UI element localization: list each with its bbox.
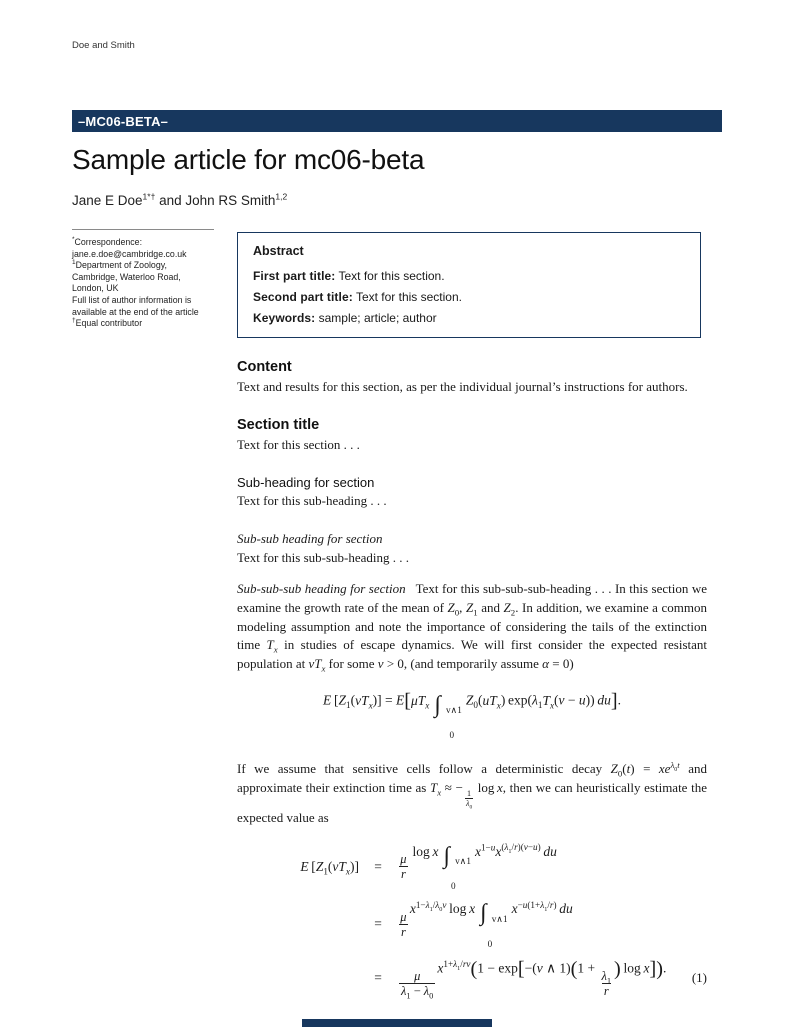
journal-banner	[72, 110, 722, 132]
equation-rhs: $\frac{\mu}{\lambda_1 - \lambda_0}$ $x^{1+\lambda_1/rv}(1 - \exp[-(v$ ∧ 1)(1 + $\frac{\lambda_1}{r}$ ) log x]).	[401, 957, 667, 1001]
section-heading-title: Section title	[237, 416, 320, 433]
banner-label: –MC06-BETA–	[78, 113, 169, 129]
equation-relation: =	[374, 970, 382, 986]
authors-line: Jane E Doe$^{1*\dagger}$ and John RS Smith$^{1,2}$	[72, 191, 288, 208]
abstract-heading: Abstract	[253, 244, 304, 258]
paragraph-with-runin-heading: Sub-sub-sub heading for section Text for this sub-sub-sub-heading . . . In this section we examine the growth rate of the mean of $Z_0$, $Z_1$ and $Z_2$. In addition, we examine a common modeling assumption and note the importance of considering the tails of the extinction time $T_x$ in studies of escape dynamics. We will first consider the expected resistant population at $vT_x$ for some v > 0, (and temporarily assume α = 0)	[237, 581, 708, 674]
abstract-item	[253, 269, 685, 283]
sidenote-line: jane.e.doe@cambridge.co.uk	[72, 248, 187, 259]
sidenote-line: London, UK	[72, 283, 119, 294]
abstract-item-label: Keywords:	[253, 311, 316, 325]
sidenote-line: Full list of author information is	[72, 294, 192, 305]
equation-relation: =	[374, 916, 382, 932]
sidenote-line: †Equal contributor	[72, 317, 143, 329]
equation-rhs: $\frac{\mu}{r}$ log x ∫ v∧1 0 $x^{1-u}x^{(\lambda_1/r)(v-u)}$ du	[400, 841, 557, 891]
equation-number: (1)	[691, 970, 707, 986]
article-body	[237, 359, 708, 1001]
paragraph: If we assume that sensitive cells follow a deterministic decay $Z_0(t) = xe^{\lambda_0t}$ and approximate their extinction time as $T_x$ ≈ − $\frac{1}{\lambda_0}$ log x, then we can heuristically estimate the expected value as	[237, 760, 707, 825]
paragraph: Text for this sub-sub-heading . . .	[237, 549, 410, 565]
display-equation: E $[Z_1(vT_x)] = E[\mu T_x$ ∫ v∧1 0 $Z_0(uT_x) \exp(\lambda_1T_x(v - u))$ du].	[323, 690, 621, 741]
sidenote-line: available at the end of the article	[72, 306, 199, 317]
abstract-item	[253, 290, 685, 304]
footer-bar	[302, 1019, 492, 1027]
sidenote-line: *Correspondence:	[72, 236, 143, 247]
paragraph: Text for this section . . .	[237, 436, 360, 452]
sidenote-line: $^1$Department of Zoology,	[72, 259, 167, 271]
section-heading-content: Content	[237, 359, 292, 375]
abstract-item-label: First part title:	[253, 269, 336, 283]
article-title: Sample article for mc06-beta	[72, 144, 425, 175]
paragraph: Text and results for this section, as per the individual journal’s instructions for authors.	[237, 379, 688, 394]
paragraph: Text for this sub-heading . . .	[237, 493, 387, 509]
correspondence-note	[72, 229, 214, 330]
equation-relation: =	[374, 858, 382, 874]
sidenote-line: Cambridge, Waterloo Road,	[72, 271, 181, 282]
equation-array	[237, 843, 707, 999]
abstract-item	[253, 311, 685, 325]
equation-rhs: $\frac{\mu}{r}$ $x^{1-\lambda_1/\lambda_0v}$ log x ∫ v∧1 0 $x^{-u(1+\lambda_1/r)}$ du	[400, 899, 573, 949]
abstract-item-text: Text for this section.	[338, 269, 445, 283]
abstract-item-label: Second part title:	[253, 290, 353, 304]
running-head: Doe and Smith	[72, 40, 135, 51]
abstract-item-text: sample; article; author	[318, 311, 437, 325]
abstract-item-text: Text for this section.	[355, 290, 462, 304]
sub-sub-heading: Sub-sub heading for section	[237, 530, 383, 546]
sub-heading: Sub-heading for section	[237, 475, 375, 491]
equation-lhs: E $[Z_1(vT_x)]$	[300, 858, 359, 877]
abstract-box	[237, 232, 701, 338]
